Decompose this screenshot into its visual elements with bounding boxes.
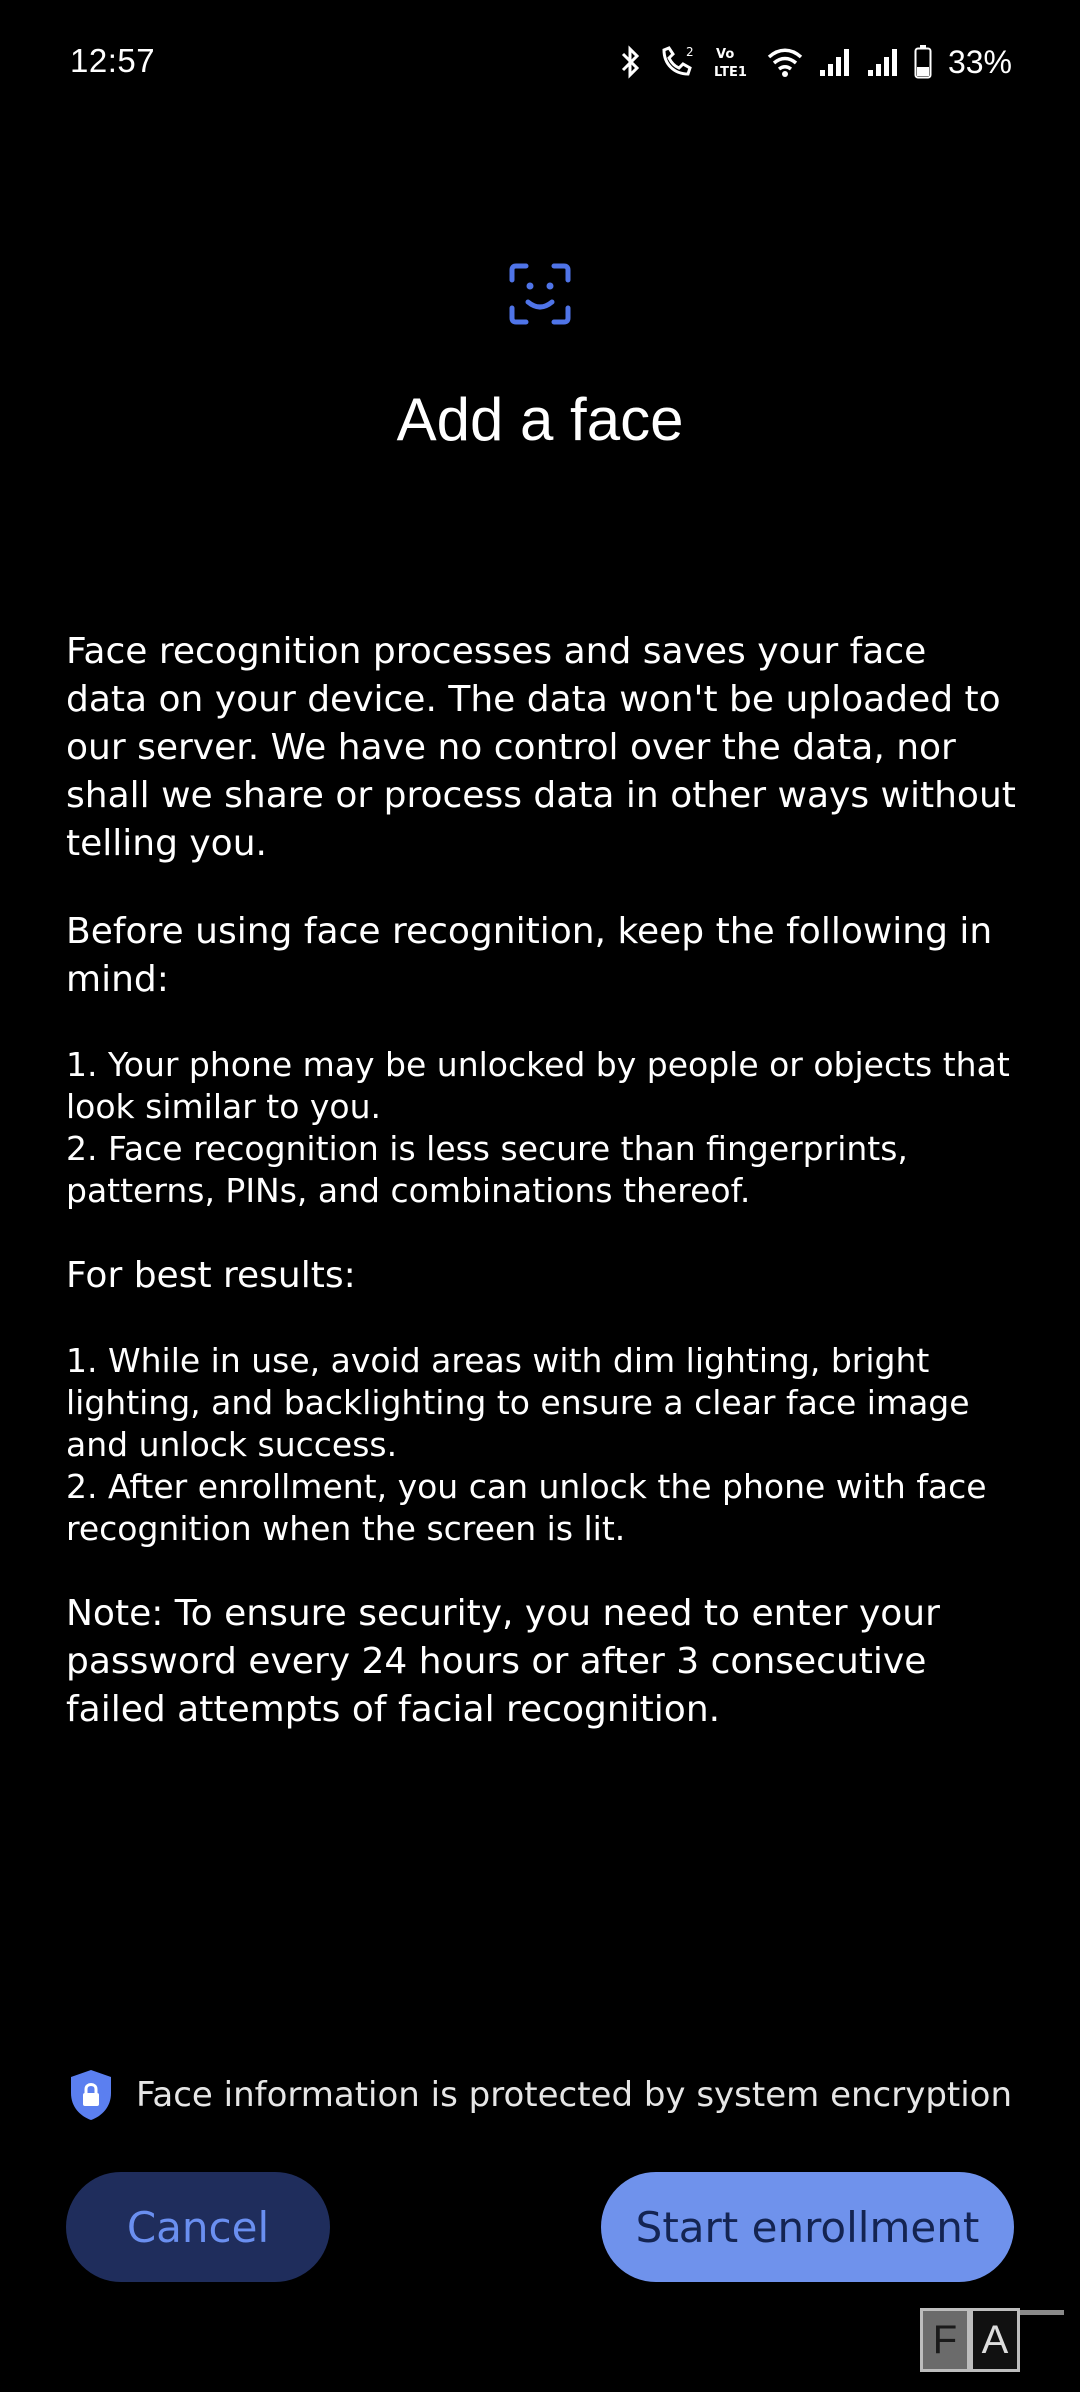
svg-text:LTE1: LTE1	[713, 65, 747, 80]
shield-lock-icon	[68, 2068, 114, 2122]
page-title: Add a face	[396, 386, 684, 453]
svg-text:2: 2	[685, 45, 694, 59]
svg-text:Vo: Vo	[715, 47, 735, 62]
intro-paragraph: Face recognition processes and saves your face data on your device. The data won't be uploaded to our server. We have no control over the data, nor shall we share or process data in other ways without telling you.	[66, 631, 1016, 864]
start-enrollment-button[interactable]: Start enrollment	[601, 2172, 1014, 2282]
content	[66, 628, 1016, 1774]
wifi-calling-icon	[658, 44, 698, 80]
note-paragraph: Note: To ensure security, you need to enter your password every 24 hours or after 3 consecutive failed attempts of facial recognition.	[66, 1593, 940, 1730]
volte-icon	[712, 44, 752, 80]
watermark	[920, 2308, 1060, 2378]
list-item: 1. While in use, avoid areas with dim lighting, bright lighting, and backlighting to ensure a clear face image and unlock success.	[66, 1341, 970, 1464]
status-bar	[0, 0, 1080, 130]
battery-percent: 33%	[947, 43, 1012, 80]
status-time: 12:57	[70, 42, 156, 79]
best-heading: For best results:	[66, 1255, 356, 1296]
before-list	[66, 1044, 1016, 1212]
battery-icon	[914, 45, 932, 79]
list-item: 2. After enrollment, you can unlock the phone with face recognition when the screen is lit.	[66, 1467, 987, 1548]
list-item: 2. Face recognition is less secure than fingerprints, patterns, PINs, and combinations thereof.	[66, 1129, 908, 1210]
encryption-notice	[0, 2068, 1080, 2122]
list-item: 1. Your phone may be unlocked by people or objects that look similar to you.	[66, 1045, 1010, 1126]
signal-icon	[818, 46, 852, 78]
face-scan-icon	[508, 262, 572, 326]
best-list	[66, 1340, 1016, 1550]
before-heading: Before using face recognition, keep the following in mind:	[66, 911, 993, 1000]
watermark-line	[1020, 2310, 1064, 2315]
cancel-button[interactable]: Cancel	[66, 2172, 330, 2282]
wifi-icon	[766, 46, 804, 78]
signal-icon	[866, 46, 900, 78]
encryption-text: Face information is protected by system encryption	[135, 2075, 1013, 2115]
watermark-letter: A	[970, 2308, 1020, 2372]
bluetooth-icon	[618, 45, 644, 79]
status-icons	[618, 42, 1012, 82]
watermark-letter: F	[920, 2308, 970, 2372]
